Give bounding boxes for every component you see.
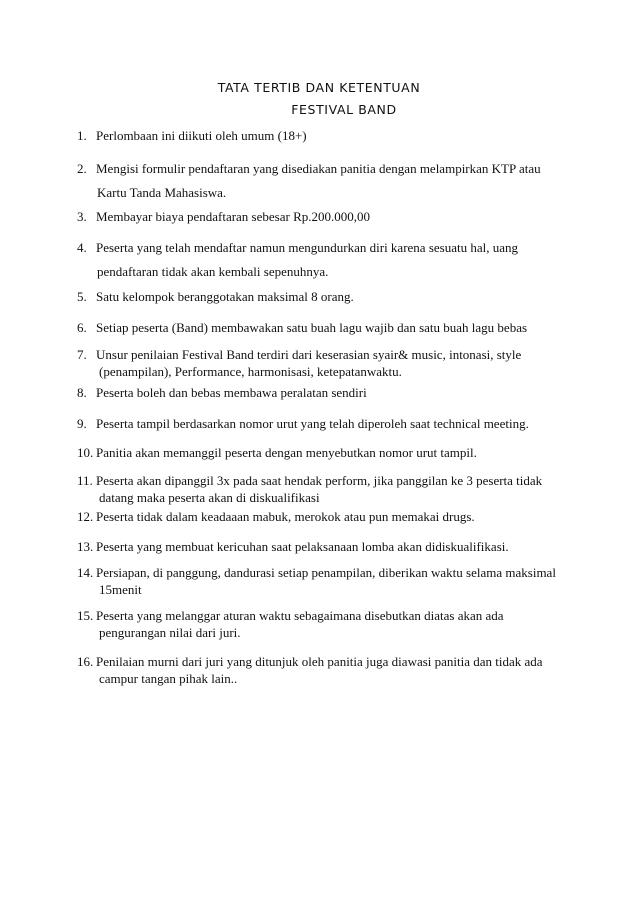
rule-item-4 — [77, 236, 597, 284]
rule-text: Peserta tampil berdasarkan nomor urut yang telah diperoleh saat technical meeting. — [96, 416, 529, 431]
rule-number: 5. — [77, 289, 87, 304]
rule-text: Mengisi formulir pendaftaran yang disediakan panitia dengan melampirkan KTP atau — [96, 161, 541, 176]
rule-text-continued: campur tangan pihak lain.. — [99, 671, 238, 686]
rule-text: Peserta yang telah mendaftar namun mengundurkan diri karena sesuatu hal, uang — [96, 240, 518, 255]
rule-item-7 — [77, 346, 597, 380]
rule-text: Satu kelompok beranggotakan maksimal 8 orang. — [96, 289, 354, 304]
rule-item-6 — [77, 317, 597, 338]
rule-number: 16. — [77, 654, 94, 669]
rule-number: 8. — [77, 385, 87, 400]
rule-text-continued: pengurangan nilai dari juri. — [99, 625, 241, 640]
rule-number: 7. — [77, 347, 87, 362]
rule-text: Peserta boleh dan bebas membawa peralatan sendiri — [96, 385, 367, 400]
rule-text: Peserta tidak dalam keadaaan mabuk, merokok atau pun memakai drugs. — [96, 509, 475, 524]
rule-text-continued: 15menit — [99, 582, 142, 597]
document-title-line-2: FESTIVAL BAND — [291, 102, 397, 117]
rule-number: 14. — [77, 565, 94, 580]
rule-text: Setiap peserta (Band) membawakan satu buah lagu wajib dan satu buah lagu bebas — [96, 320, 528, 335]
rule-text: Peserta yang membuat kericuhan saat pelaksanaan lomba akan didiskualifikasi. — [96, 539, 509, 554]
rule-number: 15. — [77, 608, 94, 623]
rule-text: Perlombaan ini diikuti oleh umum (18+) — [96, 128, 307, 143]
rule-number: 6. — [77, 320, 87, 335]
rule-text-continued: (penampilan), Performance, harmonisasi, ketepatanwaktu. — [99, 364, 402, 379]
document-title-line-1: TATA TERTIB DAN KETENTUAN — [217, 80, 421, 95]
rule-item-5 — [77, 286, 597, 307]
rule-item-12 — [77, 506, 597, 527]
rule-number: 11. — [77, 473, 93, 488]
rule-text: Persiapan, di panggung, dandurasi setiap penampilan, diberikan waktu selama maksimal — [96, 565, 556, 580]
rule-number: 3. — [77, 209, 87, 224]
rule-number: 2. — [77, 161, 87, 176]
rule-number: 4. — [77, 240, 87, 255]
rule-text: Panitia akan memanggil peserta dengan menyebutkan nomor urut tampil. — [96, 445, 477, 460]
rule-item-15 — [77, 607, 597, 641]
rule-text-continued: Kartu Tanda Mahasiswa. — [97, 185, 227, 200]
rule-item-9 — [77, 413, 597, 434]
rule-text: Peserta yang melanggar aturan waktu sebagaimana disebutkan diatas akan ada — [96, 608, 504, 623]
rule-item-13 — [77, 536, 597, 557]
rule-item-11 — [77, 472, 597, 506]
rule-text-continued: pendaftaran tidak akan kembali sepenuhnya. — [97, 264, 329, 279]
rule-item-2 — [77, 157, 597, 205]
rule-text-continued: datang maka peserta akan di diskualifikasi — [99, 490, 320, 505]
rule-text: Unsur penilaian Festival Band terdiri dari keserasian syair& music, intonasi, style — [96, 347, 522, 362]
rule-item-3 — [77, 206, 597, 227]
rule-number: 12. — [77, 509, 94, 524]
rule-item-16 — [77, 653, 597, 687]
rule-item-8 — [77, 382, 597, 403]
rule-number: 10. — [77, 445, 94, 460]
rule-number: 13. — [77, 539, 94, 554]
rule-text: Membayar biaya pendaftaran sebesar Rp.200.000,00 — [96, 209, 370, 224]
rule-text: Peserta akan dipanggil 3x pada saat hendak perform, jika panggilan ke 3 peserta tidak — [96, 473, 543, 488]
rule-number: 9. — [77, 416, 87, 431]
rule-item-1 — [77, 125, 597, 146]
rule-item-10 — [77, 442, 597, 463]
rule-text: Penilaian murni dari juri yang ditunjuk oleh panitia juga diawasi panitia dan tidak ada — [96, 654, 543, 669]
rule-item-14 — [77, 564, 597, 598]
rule-number: 1. — [77, 128, 87, 143]
